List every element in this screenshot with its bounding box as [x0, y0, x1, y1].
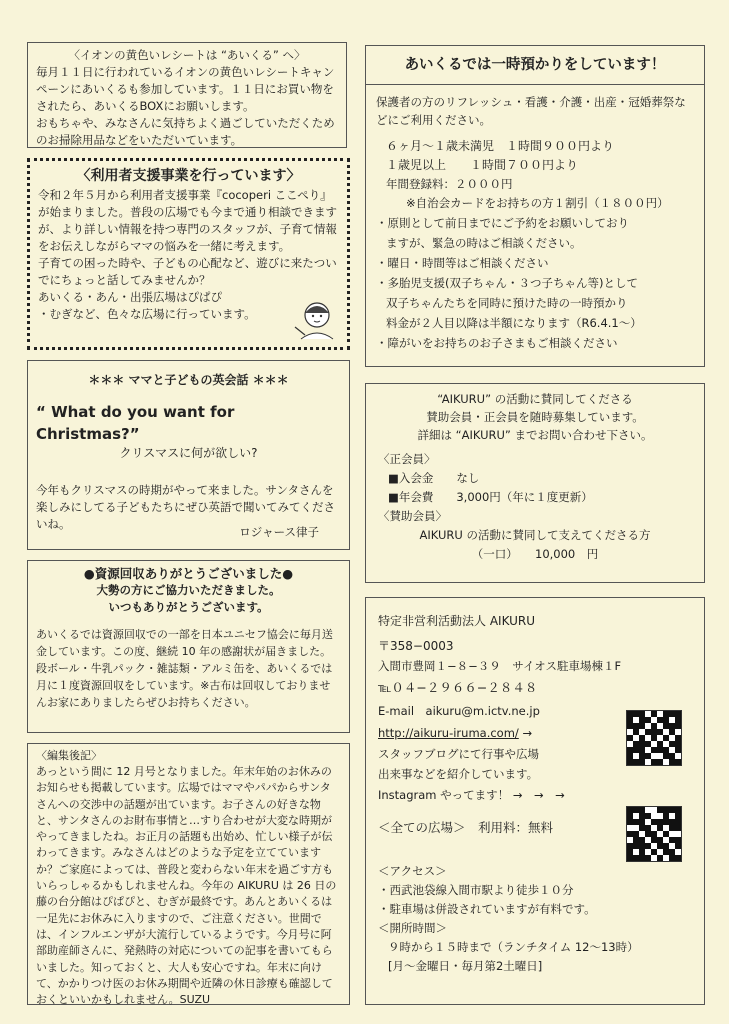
members-line-2: 賛助会員・正会員を随時募集しています。: [426, 410, 644, 424]
members-line-3: 詳細は “AIKURU” までお問い合わせ下さい。: [417, 428, 653, 442]
instagram-qr-code[interactable]: [626, 806, 682, 862]
recycle-body-1: あいくるでは資源回収での一部を日本ユニセフ協会に毎月送金しています。この度、継続 10 年の感謝状が届きました。: [36, 628, 333, 658]
contact-box: [365, 597, 705, 1005]
english-heading: ＊＊＊ ママと子どもの英会話 ＊＊＊: [88, 373, 289, 387]
org-name: 特定非営利活動法人 AIKURU: [378, 614, 536, 628]
english-author: ロジャース律子: [239, 525, 319, 539]
hours-2: [月〜金曜日・毎月第2土曜日]: [388, 959, 543, 973]
childcare-rule-3c: 料金が２人目以降は半額になります（R6.4.1〜）: [386, 316, 642, 330]
access-1: ・西武池袋線入間市駅より徒歩１０分: [378, 883, 574, 897]
blog-text-1: スタッフブログにて行事や広場: [378, 747, 539, 761]
childcare-fee-1: ６ヶ月〜１歳未満児 １時間９００円より: [386, 139, 615, 153]
childcare-fee-2: １歳児以上 １時間７００円より: [386, 158, 579, 172]
arrow-icon: →: [522, 726, 533, 740]
address: 入間市豊岡１−８−３９ サイオス駐車場棟１F: [378, 659, 622, 673]
recycle-heading-1: ●資源回収ありがとうございました●: [83, 566, 294, 581]
aeon-body: 毎月１１日に行われているイオンの黄色いレシートキャンペーンにあいくるも参加しています。１１日にお買い物をされたら、あいくるBOXにお願いします。 おもちゃや、みなさんに気持ちよく過ごしていただくためのお掃除用品などをいただいています。: [36, 65, 335, 147]
blog-text-2: 出来事などを紹介しています。: [378, 767, 539, 781]
plaza-fee: ＜全ての広場＞ 利用料：無料: [378, 820, 554, 835]
recycling-box: [27, 560, 350, 733]
regular-member-fee-2: ■年会費 3,000円（年に１度更新）: [388, 490, 593, 504]
website-qr-code[interactable]: [626, 710, 682, 766]
telephone: ℡０４−２９６６−２８４８: [378, 680, 538, 695]
aeon-heading: 〈イオンの黄色いレシートは “あいくる” へ〉: [68, 48, 306, 62]
support-member-2: （一口） 10,000 円: [471, 547, 599, 561]
childcare-fee-4: ※自治会カードをお持ちの方１割引（１８００円）: [406, 196, 669, 210]
access-2: ・駐車場は併設されていますが有料です。: [378, 902, 596, 916]
access-heading: ＜アクセス＞: [378, 864, 447, 878]
aeon-receipt-box: [27, 42, 347, 148]
hours-heading: ＜開所時間＞: [378, 921, 447, 935]
hours-1: ９時から１５時まで（ランチタイム 12〜13時）: [388, 940, 639, 954]
recycle-heading-2: 大勢の方にご協力いただきました。: [96, 583, 281, 597]
regular-member-fee-1: ■入会金 なし: [388, 471, 480, 485]
childcare-box: [365, 45, 705, 367]
postal-code: 〒358−0003: [378, 639, 454, 653]
editor-body: あっという間に 12 月号となりました。年末年始のお休みのお知らせも掲載しています。広場ではママやパパからサンタさんへの交渉中の話題が出ています。お子さんの好きな物と、サンタさんのお財布事情と…すり合わせが大変な時期がやってきましたね。お正月の話題も出始め、忙しい様子が伝わってきます。みなさんはどのような予定を立てていますか？ご家庭によっては、普段と変わらない年末を過ごす方もいらっしゃるかもしれませんね。今年の AIKURU は 26 日の藤の台分館はぴぱぴと、むぎが最終です。あんとあいくるは一足先にお休みに入りますので、ご注意ください。世間では、インフルエンザが大流行しているようです。今月号に阿部助産師さんに、発熱時の対応についての記事を書いてもらいました。知っておくと、大人も安心ですね。年末に向けて、かかりつけ医のお休み期間や近隣の休日診療も確認しておくといいかもしれません。SUZU: [36, 765, 337, 1007]
english-box: [27, 360, 350, 550]
childcare-rule-4: ・障がいをお持ちのお子さまもご相談ください: [376, 336, 618, 350]
support-service-box: [27, 158, 350, 350]
girl-illustration: [291, 297, 341, 341]
recycle-body-2: 段ボール・牛乳パック・雑誌類・アルミ缶を、あいくるでは月に１度資源回収をしています。※古布は回収しておりませんお家にありましたらぜひお持ちください。: [36, 662, 333, 709]
editor-notes-box: [27, 743, 350, 1005]
english-body: 今年もクリスマスの時期がやって来ました。サンタさんを楽しみにしてる子どもたちにぜひ英語で聞いてみてくださいね。: [36, 483, 335, 531]
email: E-mail aikuru@m.ictv.ne.jp: [378, 704, 540, 718]
childcare-rule-3: ・多胎児支援(双子ちゃん・３つ子ちゃん等)として: [376, 276, 638, 290]
childcare-rule-3b: 双子ちゃんたちを同時に預けた時の一時預かり: [386, 296, 628, 310]
instagram-text: Instagram やってます！ → → →: [378, 788, 565, 802]
childcare-heading: あいくるでは一時預かりをしています！: [366, 52, 704, 85]
childcare-rule-2: ・曜日・時間等はご相談ください: [376, 256, 549, 270]
childcare-fee-3: 年間登録料：２０００円: [386, 177, 513, 191]
editor-heading: 〈編集後記〉: [36, 749, 102, 762]
english-translation: クリスマスに何が欲しい?: [119, 446, 258, 460]
childcare-rule-1b: ますが、緊急の時はご相談ください。: [386, 236, 582, 250]
members-box: [365, 383, 705, 583]
website-link[interactable]: http://aikuru-iruma.com/: [378, 726, 519, 740]
regular-member-heading: 〈正会員〉: [378, 452, 436, 466]
support-member-heading: 〈賛助会員〉: [378, 509, 447, 523]
english-phrase: “ What do you want for Christmas?”: [36, 403, 240, 443]
childcare-intro: 保護者の方のリフレッシュ・看護・介護・出産・冠婚葬祭などにご利用ください。: [376, 95, 686, 127]
support-heading: 〈利用者支援事業を行っています〉: [76, 168, 301, 184]
support-member-1: AIKURU の活動に賛同して支えてくださる方: [419, 528, 651, 542]
members-line-1: “AIKURU” の活動に賛同してくださる: [437, 392, 633, 406]
support-body: 令和２年５月から利用者支援事業『cocoperi ここぺり』が始まりました。普段の広場でも今まで通り相談できますが、より詳しい情報を持つ専門のスタッフが、子育て情報をお伝えしながらママの悩みを一緒に考えます。 子育ての困った時や、子どもの心配など、遊びに来たついでにちょっと話してみませんか？ あいくる・あん・出張広場はぴぱぴ ・むぎなど、色々な広場に行っています。: [38, 188, 337, 321]
childcare-rule-1: ・原則として前日までにご予約をお願いしており: [376, 216, 629, 230]
recycle-heading-3: いつもありがとうございます。: [108, 600, 269, 614]
